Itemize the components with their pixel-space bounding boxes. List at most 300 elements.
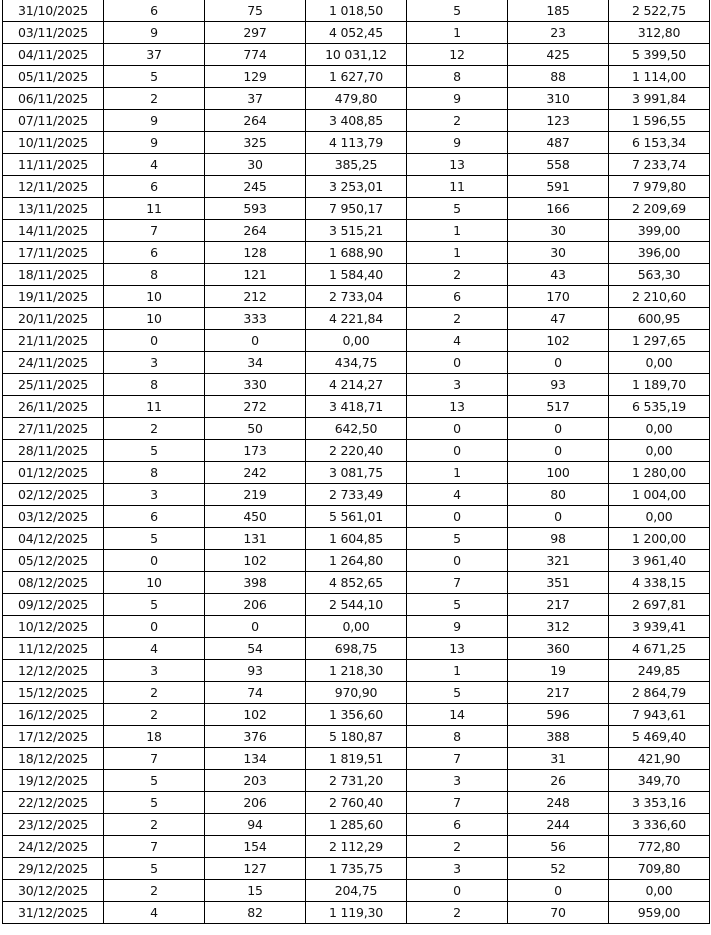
- qty-b-cell: 596: [508, 704, 609, 726]
- date-cell: 18/11/2025: [3, 264, 104, 286]
- qty-a-cell: 264: [205, 110, 306, 132]
- data-sheet: [2, 0, 708, 924]
- amount-a-cell: 5 561,01: [306, 506, 407, 528]
- qty-b-cell: 88: [508, 66, 609, 88]
- amount-b-cell: 1 596,55: [609, 110, 710, 132]
- table-row: [3, 462, 710, 484]
- table-row: [3, 594, 710, 616]
- count-a-cell: 10: [104, 286, 205, 308]
- date-cell: 04/12/2025: [3, 528, 104, 550]
- table-row: [3, 132, 710, 154]
- qty-a-cell: 206: [205, 594, 306, 616]
- date-cell: 24/12/2025: [3, 836, 104, 858]
- count-b-cell: 5: [407, 528, 508, 550]
- qty-a-cell: 34: [205, 352, 306, 374]
- date-cell: 10/12/2025: [3, 616, 104, 638]
- count-b-cell: 2: [407, 308, 508, 330]
- table-row: [3, 682, 710, 704]
- count-a-cell: 3: [104, 660, 205, 682]
- date-cell: 26/11/2025: [3, 396, 104, 418]
- amount-a-cell: 2 731,20: [306, 770, 407, 792]
- qty-a-cell: 297: [205, 22, 306, 44]
- count-b-cell: 6: [407, 286, 508, 308]
- qty-b-cell: 487: [508, 132, 609, 154]
- qty-a-cell: 450: [205, 506, 306, 528]
- count-b-cell: 13: [407, 154, 508, 176]
- qty-a-cell: 212: [205, 286, 306, 308]
- qty-a-cell: 102: [205, 704, 306, 726]
- qty-a-cell: 203: [205, 770, 306, 792]
- amount-a-cell: 2 733,49: [306, 484, 407, 506]
- qty-b-cell: 52: [508, 858, 609, 880]
- table-row: [3, 528, 710, 550]
- count-b-cell: 4: [407, 484, 508, 506]
- count-a-cell: 10: [104, 572, 205, 594]
- date-cell: 27/11/2025: [3, 418, 104, 440]
- amount-b-cell: 249,85: [609, 660, 710, 682]
- amount-b-cell: 7 233,74: [609, 154, 710, 176]
- table-row: [3, 704, 710, 726]
- amount-a-cell: 3 408,85: [306, 110, 407, 132]
- amount-b-cell: 2 210,60: [609, 286, 710, 308]
- amount-b-cell: 709,80: [609, 858, 710, 880]
- qty-b-cell: 0: [508, 880, 609, 902]
- qty-a-cell: 82: [205, 902, 306, 924]
- qty-a-cell: 325: [205, 132, 306, 154]
- table-row: [3, 858, 710, 880]
- qty-b-cell: 56: [508, 836, 609, 858]
- date-cell: 21/11/2025: [3, 330, 104, 352]
- date-cell: 22/12/2025: [3, 792, 104, 814]
- amount-b-cell: 4 338,15: [609, 572, 710, 594]
- amount-a-cell: 4 221,84: [306, 308, 407, 330]
- amount-a-cell: 3 418,71: [306, 396, 407, 418]
- date-cell: 14/11/2025: [3, 220, 104, 242]
- table-row: [3, 286, 710, 308]
- table-body: [3, 0, 710, 924]
- amount-b-cell: 6 153,34: [609, 132, 710, 154]
- amount-a-cell: 4 852,65: [306, 572, 407, 594]
- count-a-cell: 2: [104, 418, 205, 440]
- count-b-cell: 0: [407, 352, 508, 374]
- amount-a-cell: 2 544,10: [306, 594, 407, 616]
- amount-b-cell: 959,00: [609, 902, 710, 924]
- table-row: [3, 264, 710, 286]
- count-a-cell: 11: [104, 396, 205, 418]
- qty-b-cell: 217: [508, 682, 609, 704]
- date-cell: 25/11/2025: [3, 374, 104, 396]
- count-a-cell: 0: [104, 330, 205, 352]
- qty-a-cell: 272: [205, 396, 306, 418]
- amount-a-cell: 4 214,27: [306, 374, 407, 396]
- daily-figures-table: [2, 0, 710, 924]
- count-a-cell: 7: [104, 748, 205, 770]
- count-b-cell: 7: [407, 572, 508, 594]
- date-cell: 05/12/2025: [3, 550, 104, 572]
- qty-a-cell: 0: [205, 616, 306, 638]
- count-a-cell: 6: [104, 242, 205, 264]
- qty-a-cell: 398: [205, 572, 306, 594]
- qty-b-cell: 388: [508, 726, 609, 748]
- date-cell: 06/11/2025: [3, 88, 104, 110]
- count-a-cell: 18: [104, 726, 205, 748]
- count-a-cell: 0: [104, 550, 205, 572]
- count-b-cell: 3: [407, 374, 508, 396]
- amount-b-cell: 396,00: [609, 242, 710, 264]
- count-b-cell: 2: [407, 836, 508, 858]
- amount-a-cell: 1 018,50: [306, 0, 407, 22]
- count-a-cell: 5: [104, 792, 205, 814]
- qty-a-cell: 15: [205, 880, 306, 902]
- qty-b-cell: 123: [508, 110, 609, 132]
- amount-b-cell: 1 114,00: [609, 66, 710, 88]
- amount-b-cell: 3 336,60: [609, 814, 710, 836]
- qty-b-cell: 248: [508, 792, 609, 814]
- table-row: [3, 220, 710, 242]
- amount-b-cell: 1 280,00: [609, 462, 710, 484]
- amount-b-cell: 3 961,40: [609, 550, 710, 572]
- table-row: [3, 176, 710, 198]
- count-a-cell: 5: [104, 594, 205, 616]
- count-a-cell: 10: [104, 308, 205, 330]
- qty-a-cell: 333: [205, 308, 306, 330]
- qty-b-cell: 19: [508, 660, 609, 682]
- count-a-cell: 6: [104, 0, 205, 22]
- date-cell: 04/11/2025: [3, 44, 104, 66]
- qty-b-cell: 70: [508, 902, 609, 924]
- amount-a-cell: 5 180,87: [306, 726, 407, 748]
- date-cell: 19/11/2025: [3, 286, 104, 308]
- qty-a-cell: 54: [205, 638, 306, 660]
- table-row: [3, 44, 710, 66]
- amount-b-cell: 421,90: [609, 748, 710, 770]
- amount-a-cell: 434,75: [306, 352, 407, 374]
- table-row: [3, 638, 710, 660]
- amount-a-cell: 1 218,30: [306, 660, 407, 682]
- count-b-cell: 9: [407, 132, 508, 154]
- amount-a-cell: 10 031,12: [306, 44, 407, 66]
- qty-b-cell: 321: [508, 550, 609, 572]
- qty-b-cell: 170: [508, 286, 609, 308]
- qty-a-cell: 330: [205, 374, 306, 396]
- qty-a-cell: 131: [205, 528, 306, 550]
- date-cell: 30/12/2025: [3, 880, 104, 902]
- count-b-cell: 5: [407, 594, 508, 616]
- date-cell: 15/12/2025: [3, 682, 104, 704]
- qty-b-cell: 425: [508, 44, 609, 66]
- qty-a-cell: 102: [205, 550, 306, 572]
- qty-b-cell: 312: [508, 616, 609, 638]
- count-a-cell: 5: [104, 858, 205, 880]
- count-b-cell: 14: [407, 704, 508, 726]
- table-row: [3, 440, 710, 462]
- amount-b-cell: 0,00: [609, 440, 710, 462]
- table-row: [3, 198, 710, 220]
- count-b-cell: 5: [407, 682, 508, 704]
- count-b-cell: 11: [407, 176, 508, 198]
- date-cell: 19/12/2025: [3, 770, 104, 792]
- count-a-cell: 6: [104, 176, 205, 198]
- count-b-cell: 1: [407, 462, 508, 484]
- table-row: [3, 88, 710, 110]
- amount-a-cell: 204,75: [306, 880, 407, 902]
- date-cell: 23/12/2025: [3, 814, 104, 836]
- amount-b-cell: 1 189,70: [609, 374, 710, 396]
- date-cell: 03/12/2025: [3, 506, 104, 528]
- count-a-cell: 8: [104, 264, 205, 286]
- amount-a-cell: 1 735,75: [306, 858, 407, 880]
- qty-a-cell: 93: [205, 660, 306, 682]
- amount-b-cell: 5 469,40: [609, 726, 710, 748]
- date-cell: 12/11/2025: [3, 176, 104, 198]
- table-row: [3, 616, 710, 638]
- count-b-cell: 2: [407, 902, 508, 924]
- count-a-cell: 3: [104, 352, 205, 374]
- amount-b-cell: 0,00: [609, 506, 710, 528]
- qty-b-cell: 30: [508, 242, 609, 264]
- table-row: [3, 572, 710, 594]
- count-b-cell: 7: [407, 748, 508, 770]
- amount-a-cell: 3 253,01: [306, 176, 407, 198]
- count-b-cell: 12: [407, 44, 508, 66]
- count-b-cell: 0: [407, 418, 508, 440]
- count-a-cell: 4: [104, 154, 205, 176]
- count-b-cell: 8: [407, 66, 508, 88]
- qty-b-cell: 0: [508, 506, 609, 528]
- amount-b-cell: 7 943,61: [609, 704, 710, 726]
- count-b-cell: 1: [407, 660, 508, 682]
- date-cell: 05/11/2025: [3, 66, 104, 88]
- count-b-cell: 5: [407, 198, 508, 220]
- amount-b-cell: 399,00: [609, 220, 710, 242]
- amount-b-cell: 312,80: [609, 22, 710, 44]
- amount-b-cell: 2 864,79: [609, 682, 710, 704]
- count-b-cell: 5: [407, 0, 508, 22]
- amount-b-cell: 1 200,00: [609, 528, 710, 550]
- qty-a-cell: 774: [205, 44, 306, 66]
- qty-a-cell: 121: [205, 264, 306, 286]
- date-cell: 17/11/2025: [3, 242, 104, 264]
- count-a-cell: 2: [104, 88, 205, 110]
- qty-a-cell: 129: [205, 66, 306, 88]
- amount-b-cell: 2 697,81: [609, 594, 710, 616]
- count-a-cell: 9: [104, 132, 205, 154]
- count-a-cell: 9: [104, 110, 205, 132]
- count-b-cell: 0: [407, 550, 508, 572]
- qty-a-cell: 593: [205, 198, 306, 220]
- table-row: [3, 66, 710, 88]
- date-cell: 31/10/2025: [3, 0, 104, 22]
- count-a-cell: 6: [104, 506, 205, 528]
- qty-a-cell: 154: [205, 836, 306, 858]
- count-b-cell: 9: [407, 88, 508, 110]
- count-a-cell: 5: [104, 528, 205, 550]
- count-a-cell: 2: [104, 682, 205, 704]
- amount-b-cell: 3 939,41: [609, 616, 710, 638]
- qty-b-cell: 351: [508, 572, 609, 594]
- table-row: [3, 396, 710, 418]
- amount-a-cell: 1 688,90: [306, 242, 407, 264]
- qty-b-cell: 98: [508, 528, 609, 550]
- date-cell: 01/12/2025: [3, 462, 104, 484]
- amount-b-cell: 3 353,16: [609, 792, 710, 814]
- count-b-cell: 2: [407, 110, 508, 132]
- amount-b-cell: 3 991,84: [609, 88, 710, 110]
- amount-a-cell: 970,90: [306, 682, 407, 704]
- table-row: [3, 308, 710, 330]
- amount-a-cell: 0,00: [306, 330, 407, 352]
- qty-b-cell: 102: [508, 330, 609, 352]
- amount-a-cell: 1 627,70: [306, 66, 407, 88]
- date-cell: 10/11/2025: [3, 132, 104, 154]
- amount-a-cell: 385,25: [306, 154, 407, 176]
- count-b-cell: 0: [407, 440, 508, 462]
- date-cell: 11/12/2025: [3, 638, 104, 660]
- qty-a-cell: 37: [205, 88, 306, 110]
- table-row: [3, 748, 710, 770]
- amount-b-cell: 1 297,65: [609, 330, 710, 352]
- amount-a-cell: 2 733,04: [306, 286, 407, 308]
- date-cell: 16/12/2025: [3, 704, 104, 726]
- table-row: [3, 374, 710, 396]
- count-b-cell: 1: [407, 242, 508, 264]
- qty-b-cell: 166: [508, 198, 609, 220]
- date-cell: 20/11/2025: [3, 308, 104, 330]
- amount-a-cell: 2 220,40: [306, 440, 407, 462]
- table-row: [3, 814, 710, 836]
- qty-b-cell: 310: [508, 88, 609, 110]
- amount-b-cell: 2 522,75: [609, 0, 710, 22]
- qty-a-cell: 0: [205, 330, 306, 352]
- count-b-cell: 2: [407, 264, 508, 286]
- date-cell: 13/11/2025: [3, 198, 104, 220]
- date-cell: 24/11/2025: [3, 352, 104, 374]
- count-b-cell: 1: [407, 22, 508, 44]
- qty-b-cell: 0: [508, 440, 609, 462]
- date-cell: 11/11/2025: [3, 154, 104, 176]
- count-b-cell: 13: [407, 396, 508, 418]
- table-row: [3, 484, 710, 506]
- count-b-cell: 6: [407, 814, 508, 836]
- qty-a-cell: 30: [205, 154, 306, 176]
- amount-b-cell: 6 535,19: [609, 396, 710, 418]
- amount-a-cell: 3 081,75: [306, 462, 407, 484]
- qty-b-cell: 591: [508, 176, 609, 198]
- amount-b-cell: 0,00: [609, 352, 710, 374]
- count-b-cell: 7: [407, 792, 508, 814]
- count-b-cell: 0: [407, 506, 508, 528]
- qty-b-cell: 43: [508, 264, 609, 286]
- qty-a-cell: 128: [205, 242, 306, 264]
- qty-a-cell: 242: [205, 462, 306, 484]
- qty-a-cell: 173: [205, 440, 306, 462]
- count-a-cell: 11: [104, 198, 205, 220]
- count-a-cell: 37: [104, 44, 205, 66]
- count-a-cell: 2: [104, 814, 205, 836]
- count-b-cell: 9: [407, 616, 508, 638]
- count-a-cell: 9: [104, 22, 205, 44]
- count-a-cell: 7: [104, 836, 205, 858]
- qty-a-cell: 134: [205, 748, 306, 770]
- amount-a-cell: 1 819,51: [306, 748, 407, 770]
- count-b-cell: 8: [407, 726, 508, 748]
- table-row: [3, 880, 710, 902]
- count-a-cell: 2: [104, 704, 205, 726]
- amount-a-cell: 1 604,85: [306, 528, 407, 550]
- count-b-cell: 3: [407, 858, 508, 880]
- count-a-cell: 8: [104, 462, 205, 484]
- count-b-cell: 13: [407, 638, 508, 660]
- date-cell: 17/12/2025: [3, 726, 104, 748]
- amount-b-cell: 600,95: [609, 308, 710, 330]
- qty-a-cell: 264: [205, 220, 306, 242]
- table-row: [3, 550, 710, 572]
- table-row: [3, 902, 710, 924]
- count-b-cell: 4: [407, 330, 508, 352]
- amount-a-cell: 4 052,45: [306, 22, 407, 44]
- qty-a-cell: 206: [205, 792, 306, 814]
- amount-a-cell: 0,00: [306, 616, 407, 638]
- table-row: [3, 22, 710, 44]
- table-row: [3, 242, 710, 264]
- count-a-cell: 5: [104, 770, 205, 792]
- amount-a-cell: 1 119,30: [306, 902, 407, 924]
- count-a-cell: 5: [104, 66, 205, 88]
- table-row: [3, 726, 710, 748]
- qty-a-cell: 219: [205, 484, 306, 506]
- count-a-cell: 3: [104, 484, 205, 506]
- amount-a-cell: 1 285,60: [306, 814, 407, 836]
- table-row: [3, 660, 710, 682]
- amount-b-cell: 2 209,69: [609, 198, 710, 220]
- qty-a-cell: 376: [205, 726, 306, 748]
- date-cell: 03/11/2025: [3, 22, 104, 44]
- amount-a-cell: 698,75: [306, 638, 407, 660]
- amount-a-cell: 7 950,17: [306, 198, 407, 220]
- qty-b-cell: 244: [508, 814, 609, 836]
- amount-b-cell: 0,00: [609, 880, 710, 902]
- qty-b-cell: 26: [508, 770, 609, 792]
- qty-b-cell: 0: [508, 418, 609, 440]
- count-a-cell: 0: [104, 616, 205, 638]
- qty-b-cell: 558: [508, 154, 609, 176]
- table-row: [3, 0, 710, 22]
- count-a-cell: 4: [104, 902, 205, 924]
- table-row: [3, 110, 710, 132]
- qty-a-cell: 245: [205, 176, 306, 198]
- amount-a-cell: 1 356,60: [306, 704, 407, 726]
- qty-a-cell: 94: [205, 814, 306, 836]
- count-a-cell: 7: [104, 220, 205, 242]
- date-cell: 02/12/2025: [3, 484, 104, 506]
- amount-a-cell: 2 760,40: [306, 792, 407, 814]
- amount-a-cell: 3 515,21: [306, 220, 407, 242]
- amount-b-cell: 772,80: [609, 836, 710, 858]
- date-cell: 18/12/2025: [3, 748, 104, 770]
- date-cell: 29/12/2025: [3, 858, 104, 880]
- qty-a-cell: 74: [205, 682, 306, 704]
- qty-b-cell: 0: [508, 352, 609, 374]
- amount-b-cell: 563,30: [609, 264, 710, 286]
- count-b-cell: 3: [407, 770, 508, 792]
- amount-a-cell: 4 113,79: [306, 132, 407, 154]
- qty-b-cell: 100: [508, 462, 609, 484]
- count-a-cell: 5: [104, 440, 205, 462]
- date-cell: 09/12/2025: [3, 594, 104, 616]
- table-row: [3, 770, 710, 792]
- table-row: [3, 836, 710, 858]
- count-b-cell: 1: [407, 220, 508, 242]
